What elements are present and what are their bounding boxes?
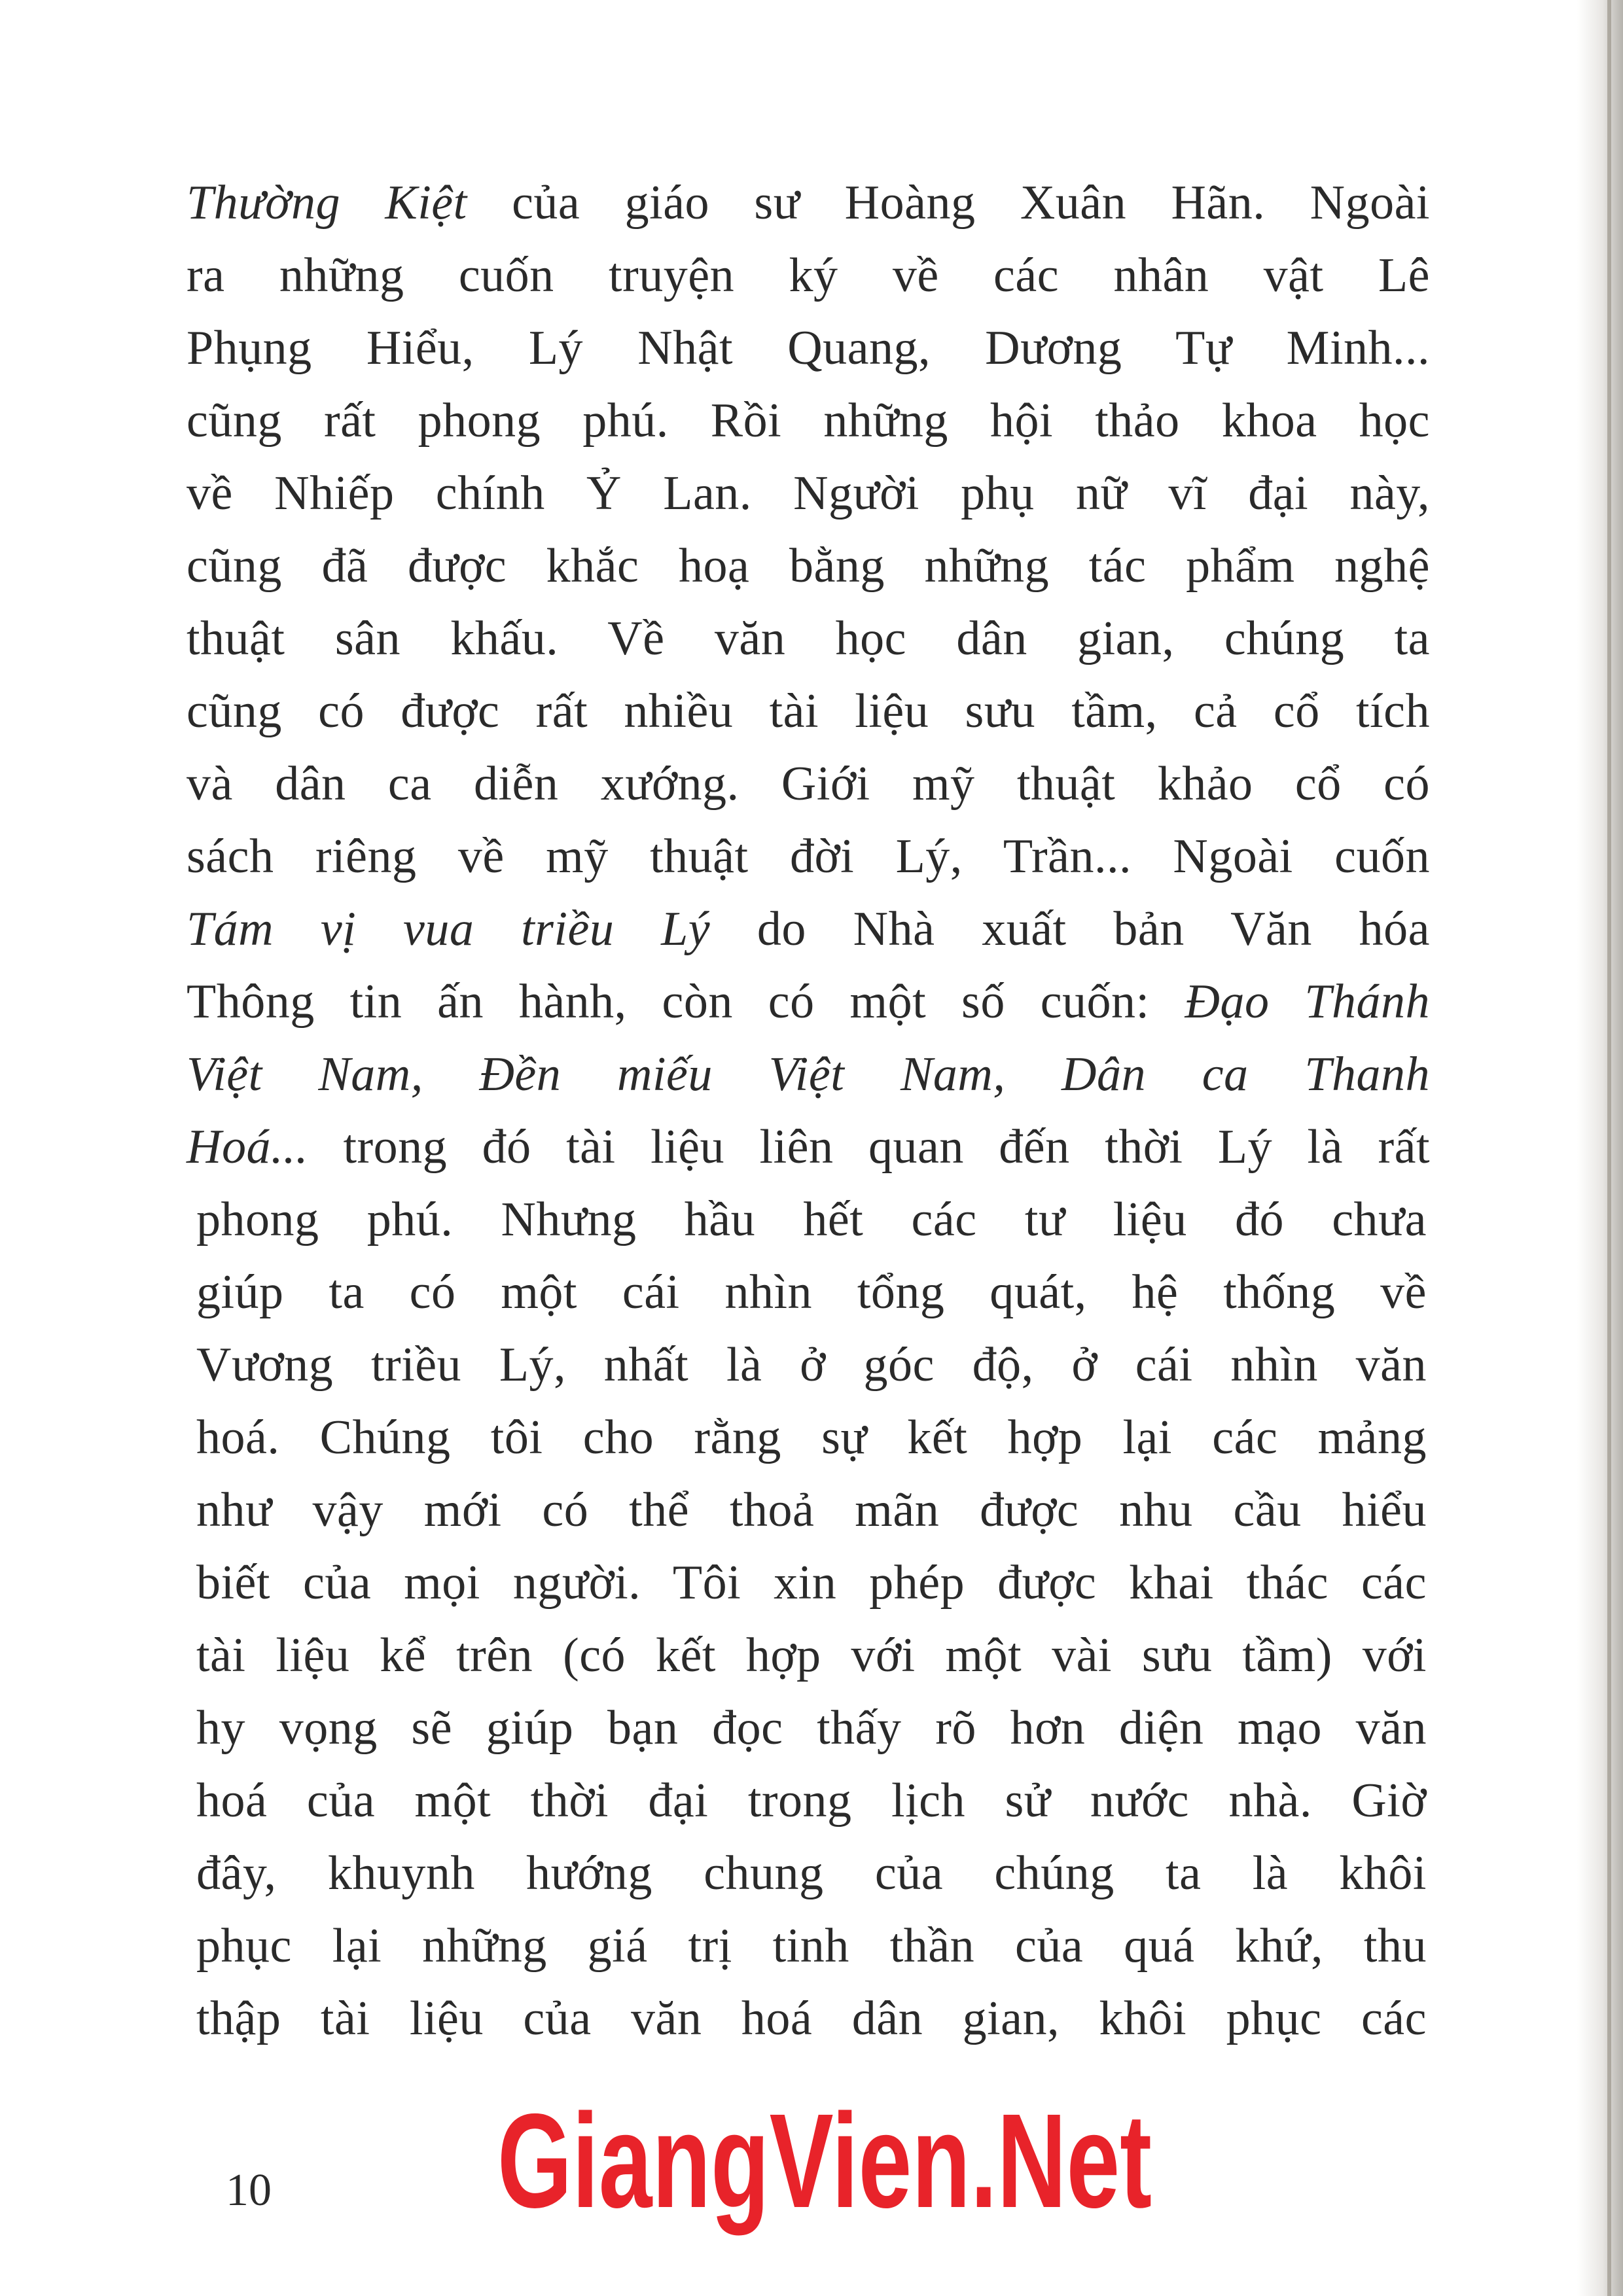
line-text: và dân ca diễn xướng. Giới mỹ thuật khảo cổ có xyxy=(187,757,1430,811)
line-text: về Nhiếp chính Ỷ Lan. Người phụ nữ vĩ đại này, xyxy=(187,467,1430,520)
page-edge-line xyxy=(1607,0,1611,2296)
text-line xyxy=(187,675,1430,748)
line-text: cũng đã được khắc hoạ bằng những tác phẩm nghệ xyxy=(187,539,1430,593)
watermark-text: GiangVien.Net xyxy=(497,2086,1152,2236)
line-text: của giáo sư Hoàng Xuân Hãn. Ngoài xyxy=(467,176,1430,230)
text-line xyxy=(187,1547,1427,1619)
line-text: phục lại những giá trị tinh thần của quá khứ, thu xyxy=(196,1919,1427,1973)
watermark-logo xyxy=(484,2079,1165,2236)
line-text: sách riêng về mỹ thuật đời Lý, Trần... Ngoài cuốn xyxy=(187,830,1430,883)
text-line xyxy=(187,239,1430,312)
text-line xyxy=(187,1765,1427,1837)
italic-title: Hoá... xyxy=(187,1120,308,1174)
line-text: biết của mọi người. Tôi xin phép được khai thác các xyxy=(196,1556,1427,1610)
italic-title: Đạo Thánh xyxy=(1185,975,1430,1029)
text-line xyxy=(187,312,1430,385)
text-line xyxy=(187,385,1430,457)
page-number: 10 xyxy=(226,2165,272,2216)
line-text: tài liệu kể trên (có kết hợp với một vài sưu tầm) với xyxy=(196,1629,1427,1682)
text-line xyxy=(187,1837,1427,1910)
text-line xyxy=(187,1038,1430,1111)
italic-title: Tám vị vua triều Lý xyxy=(187,902,711,956)
line-text: hy vọng sẽ giúp bạn đọc thấy rõ hơn diện mạo văn xyxy=(196,1701,1427,1755)
text-line xyxy=(187,457,1430,530)
italic-title: Thường Kiệt xyxy=(187,176,467,230)
text-line xyxy=(187,1619,1427,1692)
line-text: Phụng Hiểu, Lý Nhật Quang, Dương Tự Minh... xyxy=(187,321,1430,375)
line-text: giúp ta có một cái nhìn tổng quát, hệ thống về xyxy=(196,1265,1427,1319)
line-text: trong đó tài liệu liên quan đến thời Lý là rất xyxy=(308,1120,1430,1174)
line-text: như vậy mới có thể thoả mãn được nhu cầu hiểu xyxy=(196,1483,1427,1537)
line-text: Vương triều Lý, nhất là ở góc độ, ở cái nhìn văn xyxy=(196,1338,1427,1392)
italic-title: Việt Nam, Đền miếu Việt Nam, Dân ca Thanh xyxy=(187,1048,1430,1101)
text-line xyxy=(187,966,1430,1038)
text-line xyxy=(187,821,1430,893)
text-line xyxy=(187,1184,1427,1256)
text-line xyxy=(187,1111,1430,1184)
line-text: cũng có được rất nhiều tài liệu sưu tầm, cả cổ tích xyxy=(187,684,1430,738)
text-line xyxy=(187,603,1430,675)
text-line xyxy=(187,1402,1427,1474)
line-text: đây, khuynh hướng chung của chúng ta là khôi xyxy=(196,1846,1427,1900)
line-text: thuật sân khấu. Về văn học dân gian, chúng ta xyxy=(187,612,1430,665)
text-line xyxy=(187,748,1430,821)
line-text: phong phú. Nhưng hầu hết các tư liệu đó chưa xyxy=(196,1193,1427,1246)
line-text: cũng rất phong phú. Rồi những hội thảo khoa học xyxy=(187,394,1430,448)
body-text xyxy=(187,167,1430,2055)
text-line xyxy=(187,167,1430,239)
text-line xyxy=(187,1910,1427,1983)
page-edge-shadow xyxy=(1577,0,1623,2296)
line-text: Thông tin ấn hành, còn có một số cuốn: xyxy=(187,975,1185,1029)
line-text: hoá của một thời đại trong lịch sử nước nhà. Giờ xyxy=(196,1774,1427,1828)
text-line xyxy=(187,1692,1427,1765)
text-line xyxy=(187,893,1430,966)
text-line xyxy=(187,1329,1427,1402)
line-text: hoá. Chúng tôi cho rằng sự kết hợp lại các mảng xyxy=(196,1411,1427,1464)
text-line xyxy=(187,530,1430,603)
line-text: thập tài liệu của văn hoá dân gian, khôi phục các xyxy=(196,1992,1427,2045)
text-line xyxy=(187,1474,1427,1547)
text-line xyxy=(187,1983,1427,2055)
line-text: ra những cuốn truyện ký về các nhân vật Lê xyxy=(187,249,1430,302)
text-line xyxy=(187,1256,1427,1329)
line-text: do Nhà xuất bản Văn hóa xyxy=(710,902,1431,956)
